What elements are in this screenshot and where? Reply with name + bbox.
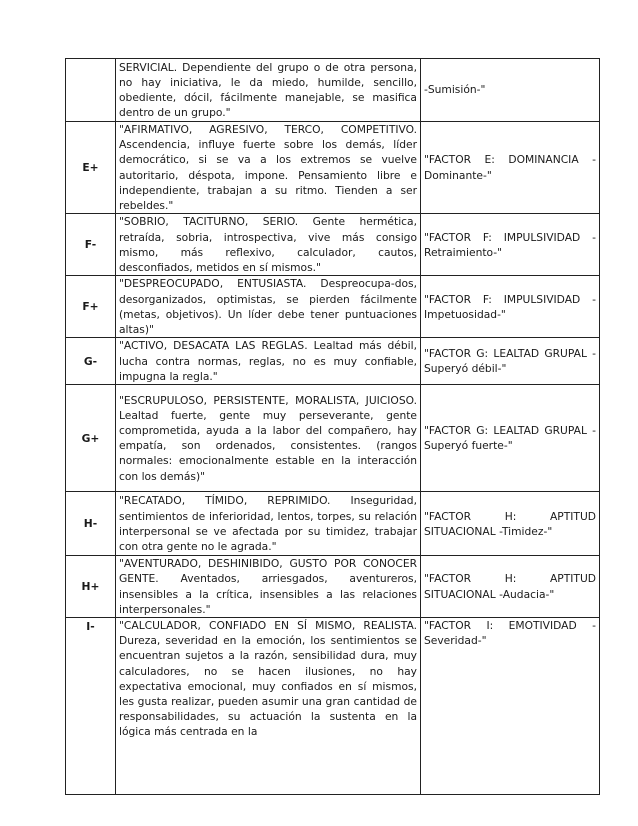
table-row: [66, 122, 600, 214]
factor-code-cell: I-: [66, 618, 116, 795]
table-row: [66, 59, 600, 122]
factor-code-cell: G+: [66, 385, 116, 492]
factor-code-cell: [66, 59, 116, 122]
table-row: [66, 556, 600, 618]
factor-cell: "FACTOR F: IMPULSIVIDAD -Retraimiento-": [421, 214, 600, 276]
factor-cell: "FACTOR G: LEALTAD GRUPAL -Superyó débil-": [421, 338, 600, 385]
description-cell: "DESPREOCUPADO, ENTUSIASTA. Despreocupa-dos, desorganizados, optimistas, se pierden fácilmente (metas, objetivos). Un líder debe tener puntuaciones altas)": [116, 276, 421, 338]
description-cell: "CALCULADOR, CONFIADO EN SÍ MISMO, REALISTA. Dureza, severidad en la emoción, los sentimientos se encuentran sujetos a la razón, sensibilidad dura, muy calculadores, no se hacen ilusiones, no hay expectativa emocional, muy confiados en sí mismos, les gusta realizar, pueden asumir una gran cantidad de responsabilidades, su actuación la sustenta en la lógica más centrada en la: [116, 618, 421, 795]
factor-cell: -Sumisión-": [421, 59, 600, 122]
factor-code-cell: F-: [66, 214, 116, 276]
table-row: [66, 276, 600, 338]
table-row: [66, 385, 600, 492]
factor-cell: "FACTOR I: EMOTIVIDAD -Severidad-": [421, 618, 600, 795]
factor-cell: "FACTOR E: DOMINANCIA -Dominante-": [421, 122, 600, 214]
factor-code-cell: H-: [66, 492, 116, 556]
factor-code-cell: F+: [66, 276, 116, 338]
description-cell: "SOBRIO, TACITURNO, SERIO. Gente hermética, retraída, sobria, introspectiva, vive más consigo mismo, más reflexivo, calculador, cautos, desconfiados, metidos en sí mismos.": [116, 214, 421, 276]
factor-code-cell: E+: [66, 122, 116, 214]
factor-cell: "FACTOR F: IMPULSIVIDAD -Impetuosidad-": [421, 276, 600, 338]
table-row: [66, 214, 600, 276]
factor-cell: "FACTOR H: APTITUD SITUACIONAL -Timidez-": [421, 492, 600, 556]
description-cell: "AVENTURADO, DESHINIBIDO, GUSTO POR CONOCER GENTE. Aventados, arriesgados, aventureros, insensibles a la crítica, insensibles a las relaciones interpersonales.": [116, 556, 421, 618]
factor-cell: "FACTOR G: LEALTAD GRUPAL -Superyó fuerte-": [421, 385, 600, 492]
description-cell: SERVICIAL. Dependiente del grupo o de otra persona, no hay iniciativa, le da miedo, humilde, sencillo, obediente, dócil, fácilmente manejable, se masifica dentro de un grupo.": [116, 59, 421, 122]
description-cell: "RECATADO, TÍMIDO, REPRIMIDO. Inseguridad, sentimientos de inferioridad, lentos, torpes, su relación interpersonal se ve afectada por su timidez, trabajar con otra gente no le agrada.": [116, 492, 421, 556]
description-cell: "ESCRUPULOSO, PERSISTENTE, MORALISTA, JUICIOSO. Lealtad fuerte, gente muy perseverante, gente comprometida, ayuda a la labor del compañero, hay empatía, son ordenados, consistentes. (rangos normales: emocionalmente estable en la interacción con los demás)": [116, 385, 421, 492]
factor-code-cell: G-: [66, 338, 116, 385]
table-row: [66, 338, 600, 385]
personality-factors-table: [65, 58, 600, 795]
description-cell: "ACTIVO, DESACATA LAS REGLAS. Lealtad más débil, lucha contra normas, reglas, no es muy confiable, impugna la regla.": [116, 338, 421, 385]
table-row: [66, 492, 600, 556]
factor-cell: "FACTOR H: APTITUD SITUACIONAL -Audacia-": [421, 556, 600, 618]
factor-code-cell: H+: [66, 556, 116, 618]
table-row: [66, 618, 600, 795]
description-cell: "AFIRMATIVO, AGRESIVO, TERCO, COMPETITIVO. Ascendencia, influye fuerte sobre los demás, líder democrático, si se va a los extremos se vuelve autoritario, déspota, impone. Pensamiento libre e independiente, trabajan a su ritmo. Tienden a ser rebeldes.": [116, 122, 421, 214]
